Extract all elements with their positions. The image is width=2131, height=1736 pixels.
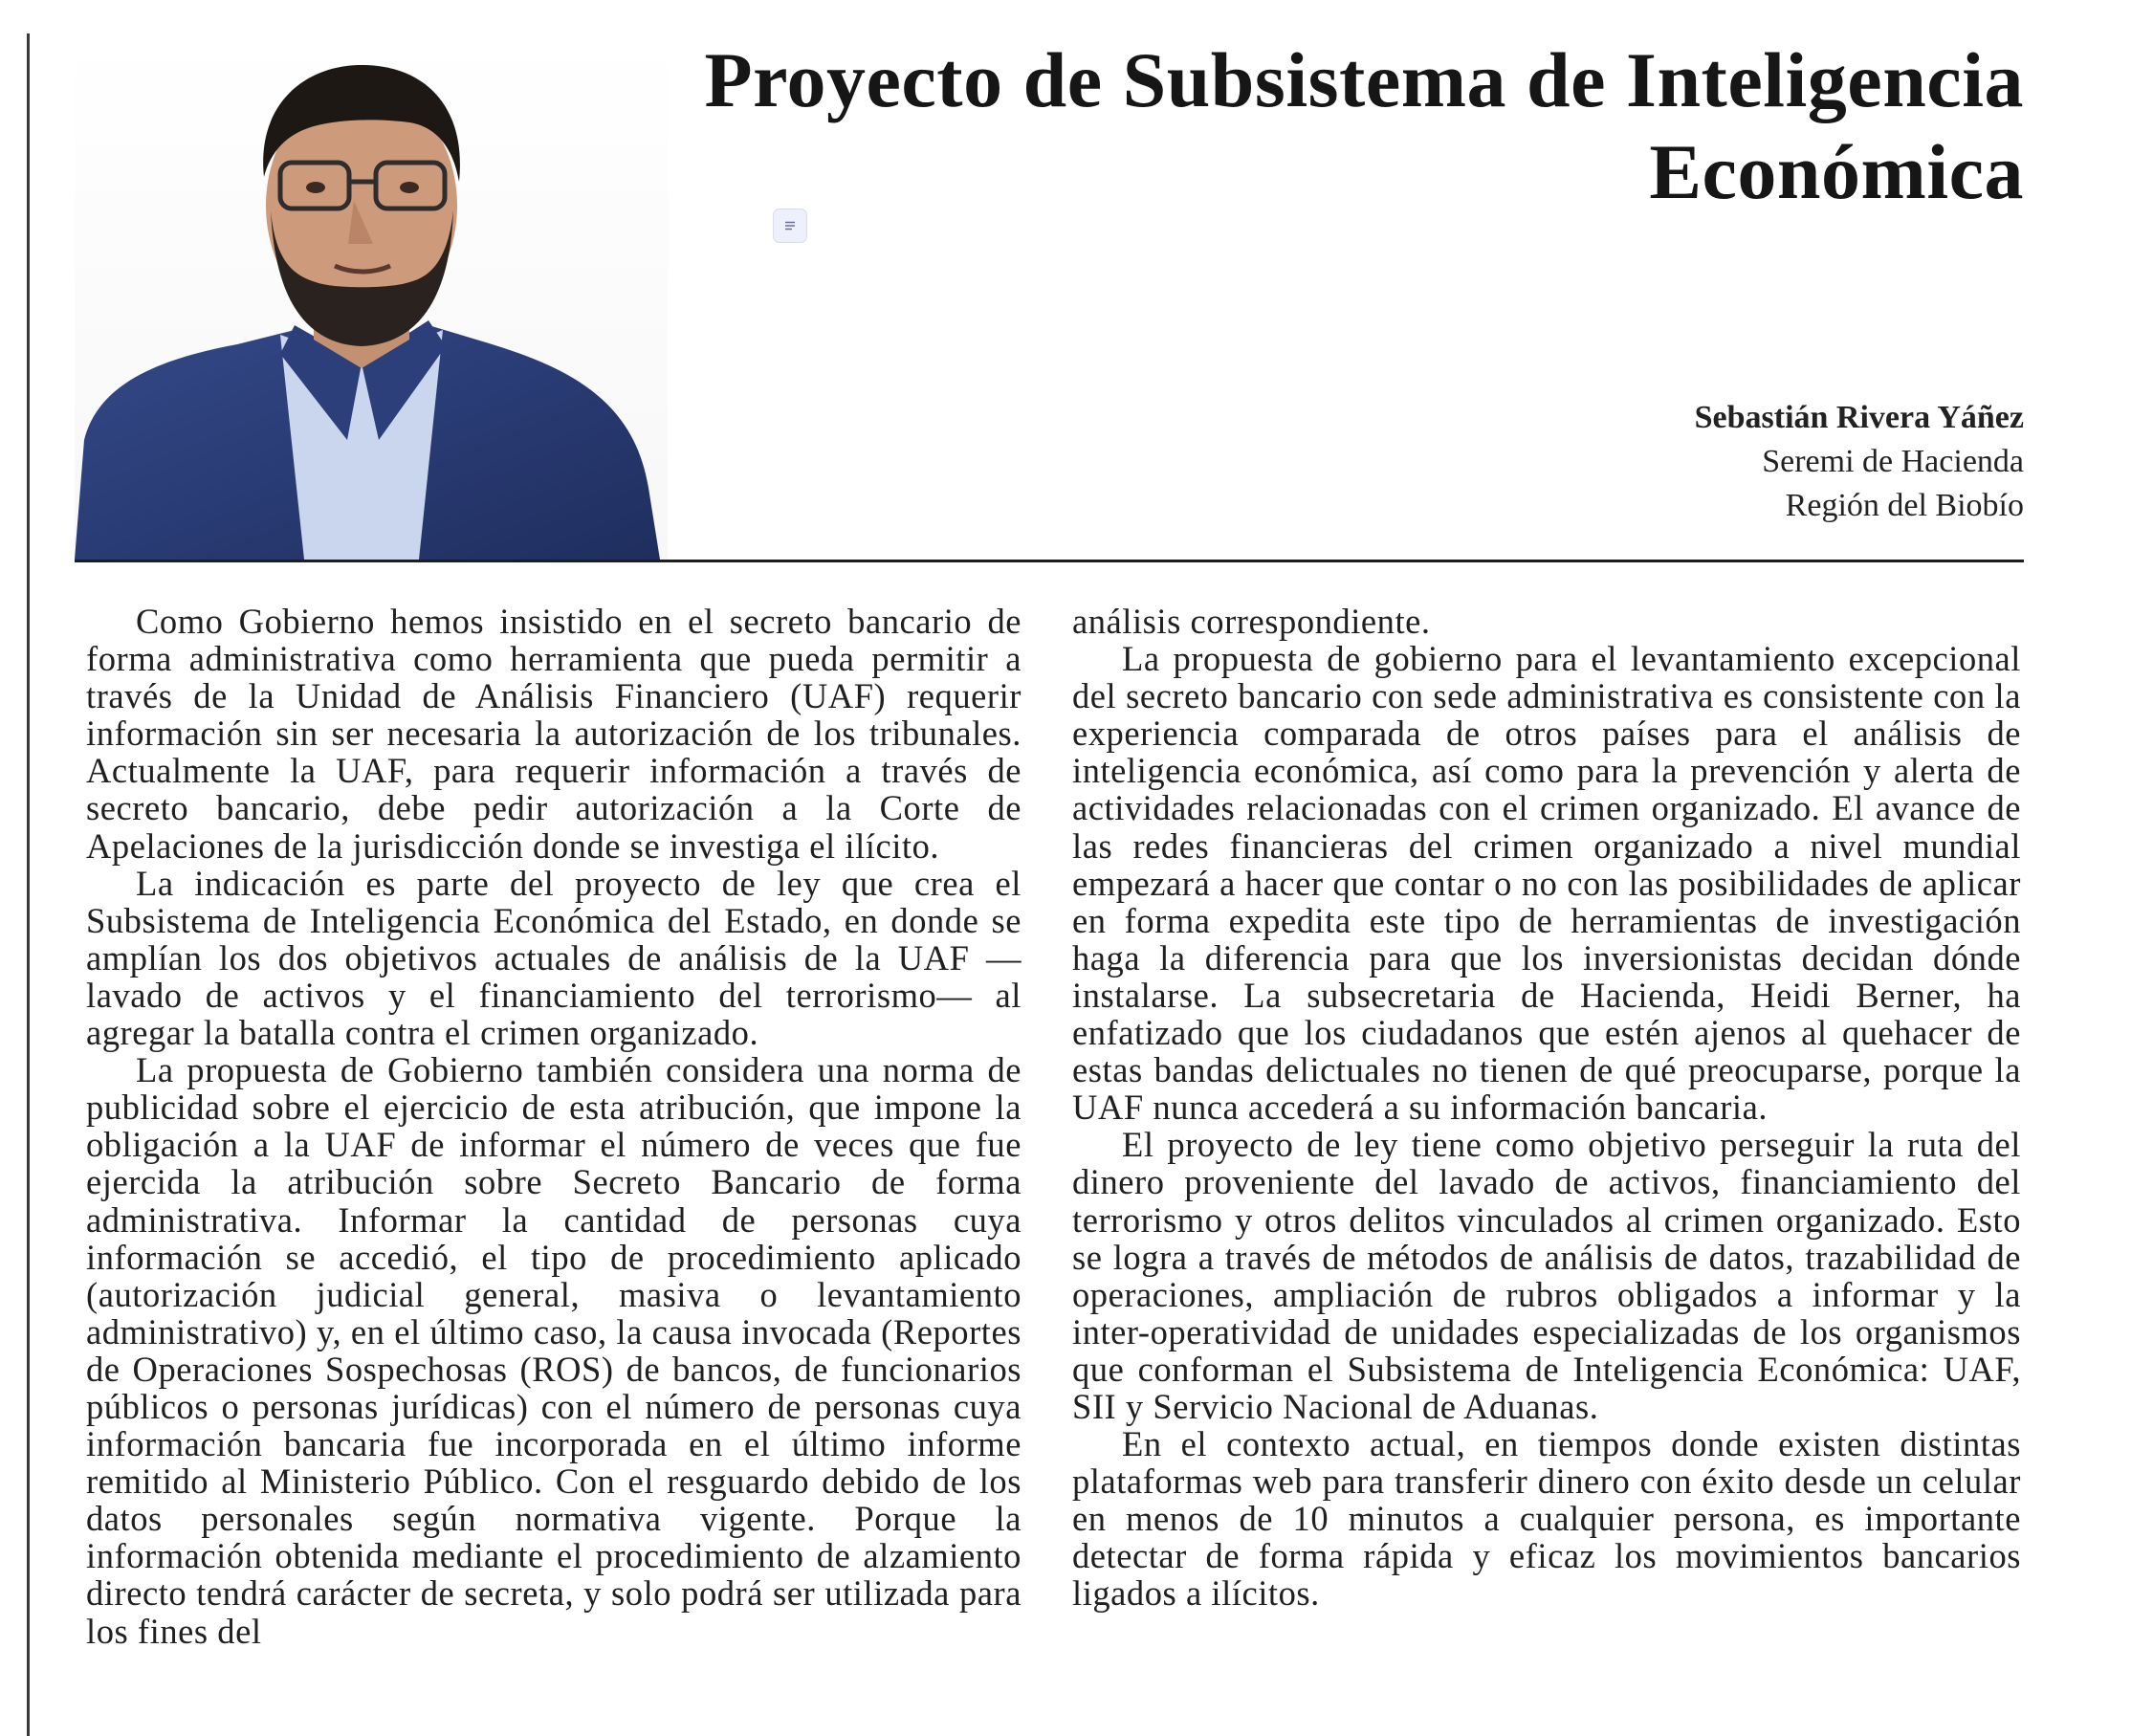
paragraph: El proyecto de ley tiene como objetivo perseguir la ruta del dinero proveniente del lavado de activos, financiamiento del terrorismo y otros delitos vinculados al crimen organizado. Esto se logra a través de métodos de análisis de datos, trazabilidad de operaciones, ampliación de rubros obligados a informar y la inter-operatividad de unidades especializadas de los organismos que conforman el Subsistema de Inteligencia Económica: UAF, SII y Servicio Nacional de Aduanas. [1072,1125,2021,1426]
article-column-left [86,603,1022,1650]
author-photo [75,38,668,560]
paragraph: La indicación es parte del proyecto de ley que crea el Subsistema de Inteligencia Económica del Estado, en donde se amplían los dos objetivos actuales de análisis de la UAF —lavado de activos y el financiamiento del terrorismo— al agregar la batalla contra el crimen organizado. [86,863,1022,1053]
author-region: Región del Biobío [1785,488,2024,523]
article-headline: Proyecto de Subsistema de Inteligencia Económica [704,36,2024,215]
author-role: Seremi de Hacienda [1762,444,2024,479]
paragraph: La propuesta de Gobierno también considera una norma de publicidad sobre el ejercicio de esta atribución, que impone la obligación a la UAF de informar el número de veces que fue ejercida la atribución sobre Secreto Bancario de forma administrativa. Informar la cantidad de personas cuya información se accedió, el tipo de procedimiento aplicado (autorización judicial general, masiva o levantamiento administrativo) y, en el último caso, la causa invocada (Reportes de Operaciones Sospechosas (ROS) de bancos, de funcionarios públicos o personas jurídicas) con el número de personas cuya información bancaria fue incorporada en el último informe remitido al Ministerio Público. Con el resguardo debido de los datos personales según normativa vigente. Porque la información obtenida mediante el procedimiento de alzamiento directo tendrá carácter de secreta, y solo podrá ser utilizada para los fines del [86,1050,1022,1651]
article-column-right [1072,603,2021,1613]
author-byline [1695,396,2024,528]
paragraph: En el contexto actual, en tiempos donde existen distintas plataformas web para transferir dinero con éxito desde un celular en menos de 10 minutos a cualquier persona, es importante detectar de forma rápida y eficaz los movimientos bancarios ligados a ilícitos. [1072,1424,2021,1614]
page-margin-rule [27,33,30,1736]
author-portrait-icon [75,38,668,560]
author-name: Sebastián Rivera Yáñez [1694,400,2024,435]
paragraph-continuation: análisis correspondiente. [1072,602,1431,641]
paragraph: Como Gobierno hemos insistido en el secreto bancario de forma administrativa como herramienta que pueda permitir a través de la Unidad de Análisis Financiero (UAF) requerir información sin ser necesaria la autorización de los tribunales. Actualmente la UAF, para requerir información a través de secreto bancario, debe pedir autorización a la Corte de Apelaciones de la jurisdicción donde se investiga el ilícito. [86,602,1022,866]
paragraph: La propuesta de gobierno para el levantamiento excepcional del secreto bancario con sede administrativa es consistente con la experiencia comparada de otros países para el análisis de inteligencia económica, así como para la prevención y alerta de actividades relacionadas con el crimen organizado. El avance de las redes financieras del crimen organizado a nivel mundial empezará a hacer que contar o no con las posibilidades de aplicar en forma expedita este tipo de herramientas de investigación haga la diferencia para que los inversionistas decidan dónde instalarse. La subsecretaria de Hacienda, Heidi Berner, ha enfatizado que los ciudadanos que estén ajenos al quehacer de estas bandas delictuales no tienen de qué preocuparse, porque la UAF nunca accederá a su información bancaria. [1072,639,2021,1128]
header-divider [75,560,2024,562]
note-lines-icon [782,218,798,233]
